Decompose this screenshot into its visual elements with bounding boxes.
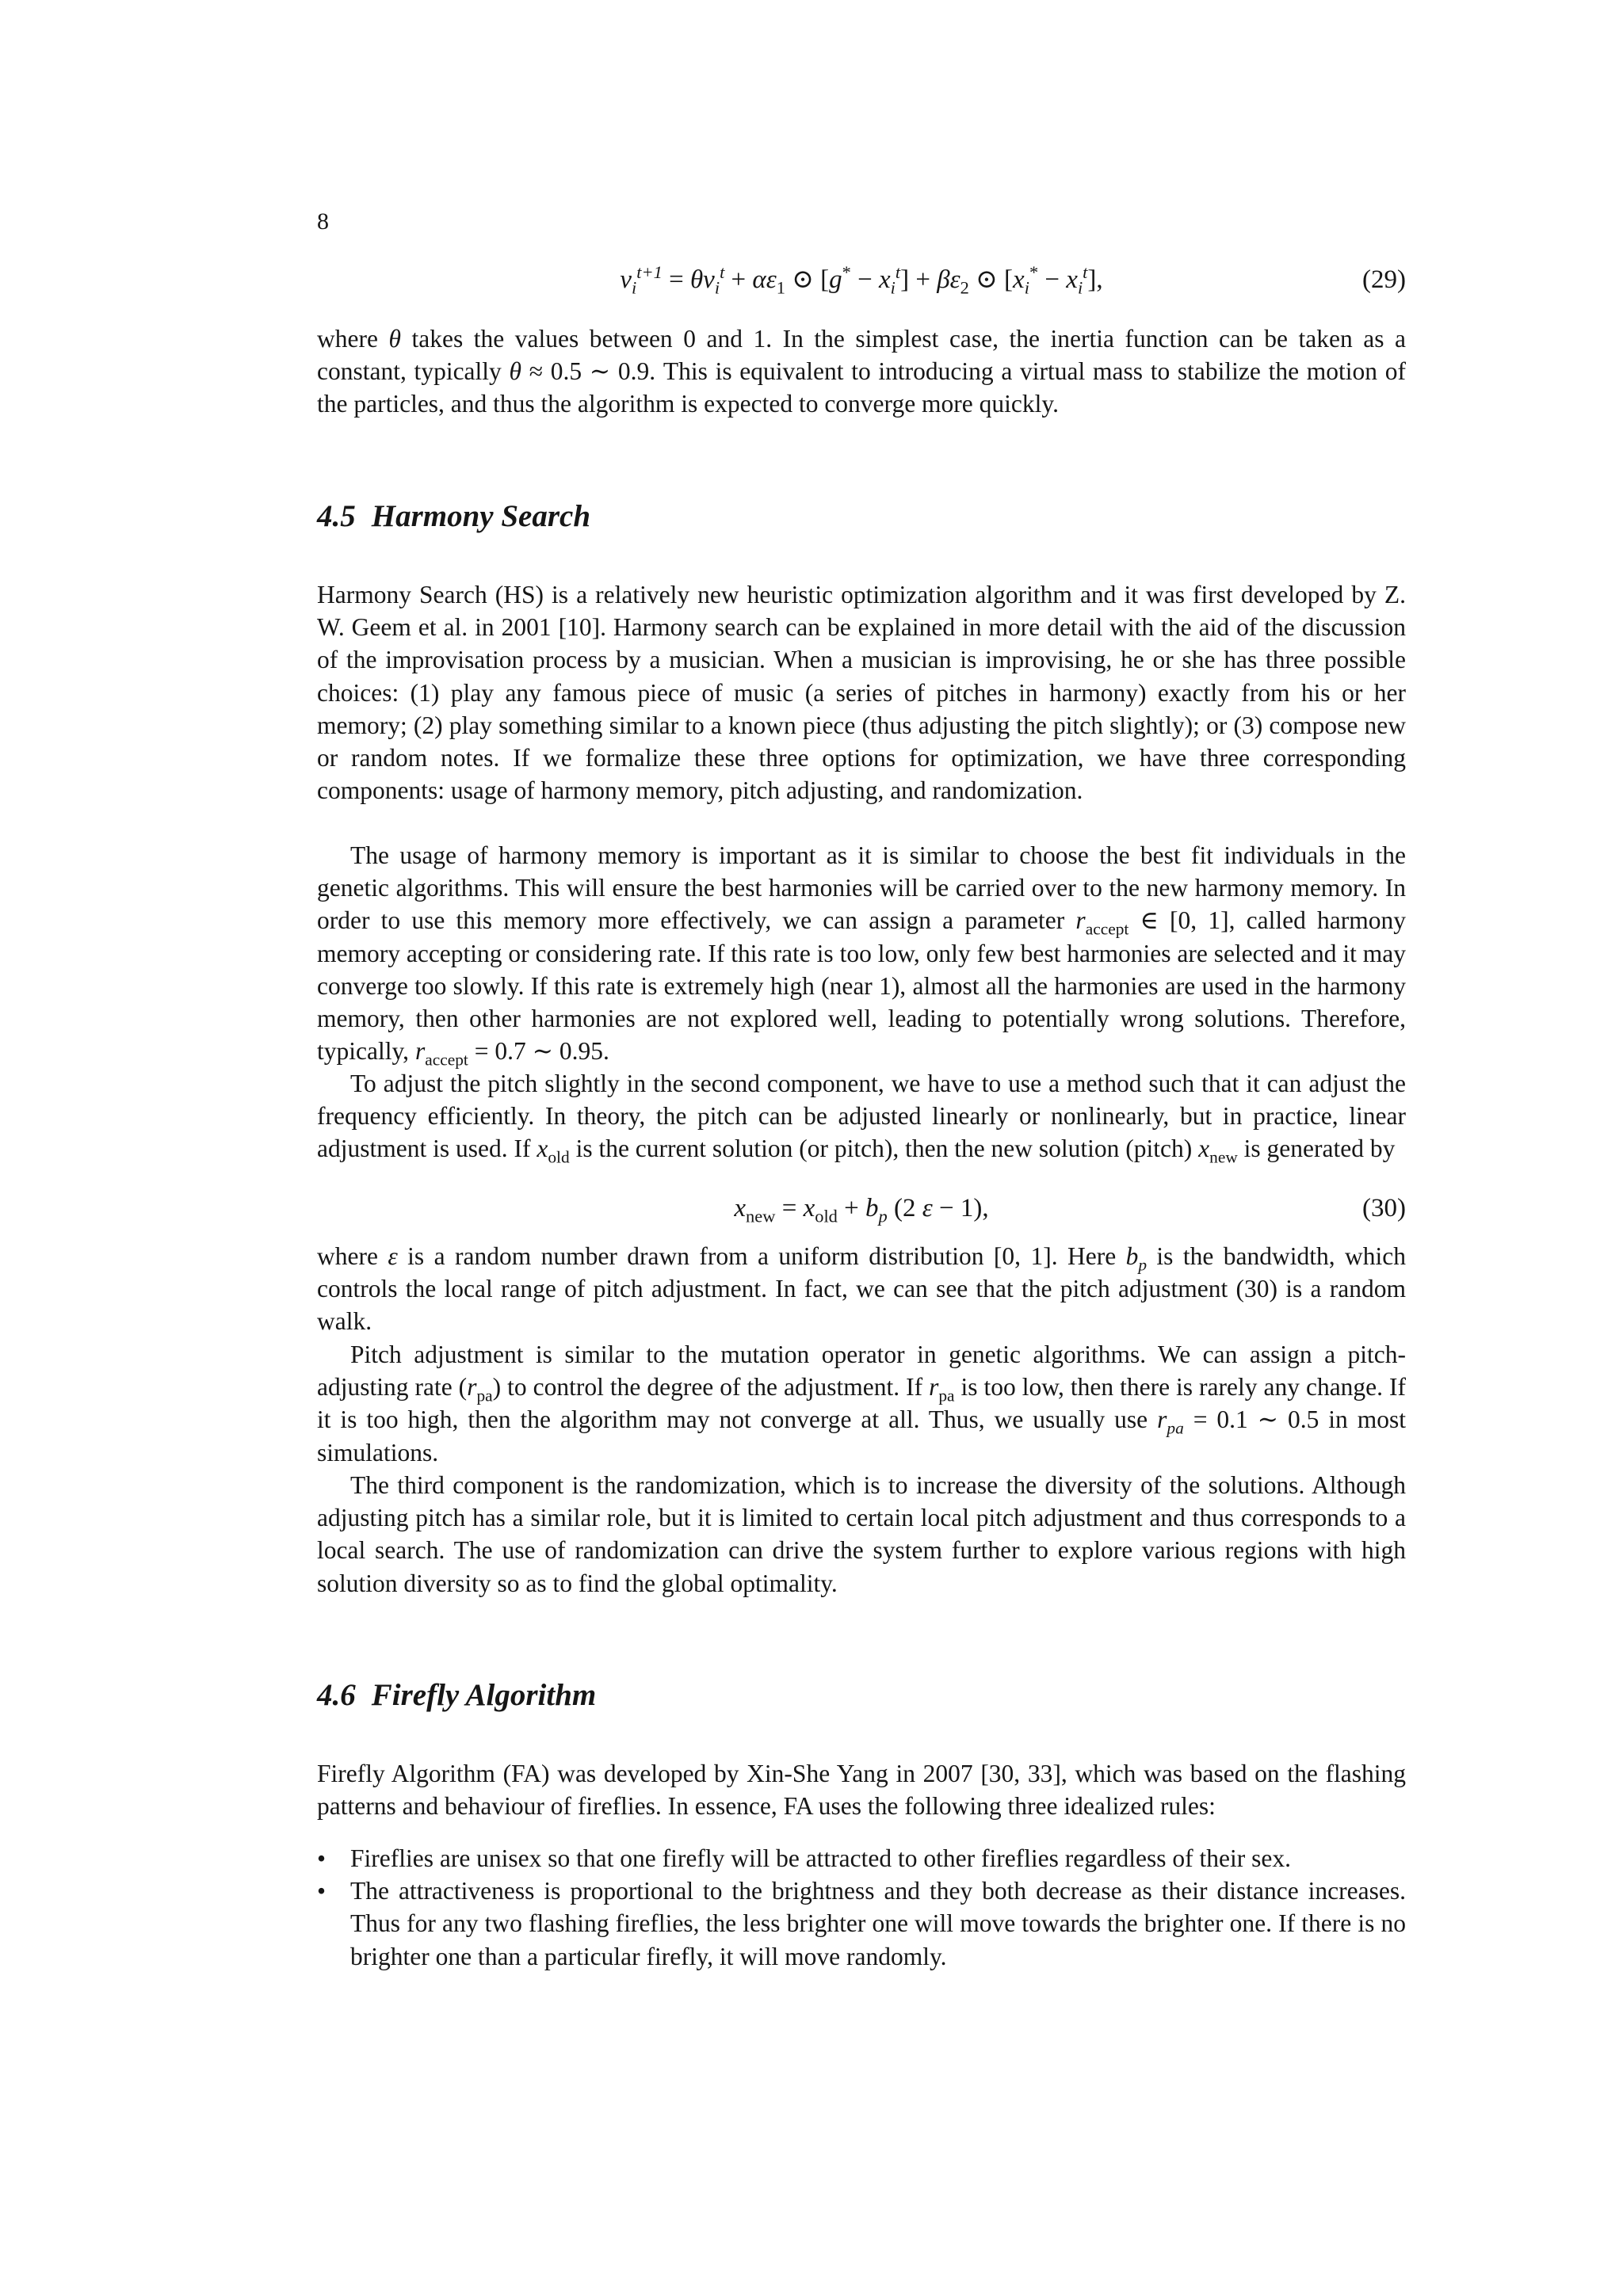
eq-var-v: v bbox=[620, 265, 632, 294]
math-sub: p bbox=[1138, 1255, 1148, 1275]
eq-var-b: b bbox=[865, 1194, 879, 1222]
eq-symbol: + bbox=[909, 265, 938, 294]
math-sub: new bbox=[1209, 1147, 1238, 1167]
text-run: is a random number drawn from a uniform distribution [0, 1]. Here bbox=[397, 1242, 1126, 1270]
math-x: x bbox=[1198, 1135, 1210, 1163]
eq-var-alpha-eps: αε bbox=[752, 265, 777, 294]
paragraph-fa-intro: Firefly Algorithm (FA) was developed by Xin-She Yang in 2007 [30, 33], which was based on the flashing patterns and behaviour of fireflies. In essence, FA uses the following three idealized rules: bbox=[317, 1760, 1406, 1821]
equation-29-body bbox=[317, 260, 1406, 299]
eq-symbol: ] bbox=[900, 265, 910, 294]
text-run: Pitch adjustment is similar to the mutation operator in genetic algorithms. We can assign a pitch-adjusting rate ( bbox=[317, 1341, 1406, 1402]
section-heading-4-5 bbox=[317, 498, 590, 536]
text-run: = 0.7 ∼ 0.95. bbox=[468, 1037, 609, 1066]
eq-sub: p bbox=[878, 1206, 888, 1226]
math-r: r bbox=[414, 1037, 426, 1066]
text-run: To adjust the pitch slightly in the second component, we have to use a method such that it can adjust the frequency efficiently. In theory, the pitch can be adjusted linearly or nonlinearly, but in practice, linear adjustment is used. If bbox=[317, 1070, 1406, 1163]
eq-sub: 1 bbox=[776, 277, 785, 298]
text-run: The usage of harmony memory is important as it is similar to choose the best fit individuals in the genetic algorithms. This will ensure the best harmonies will be carried over to the new harmony memory. In order to use this memory more effectively, we can assign a parameter bbox=[317, 841, 1406, 935]
equation-30-body bbox=[317, 1188, 1406, 1228]
eq-symbol: ⊙ bbox=[785, 265, 821, 294]
paragraph-hs-intro: Harmony Search (HS) is a relatively new heuristic optimization algorithm and it was first developed by Z. W. Geem et al. in 2001 [10]. Harmony search can be explained in more detail with the aid of the discussion of the improvisation process by a musician. When a musician is improvising, he or she has three possible choices: (1) play any famous piece of music (a series of pitches in harmony) exactly from his or her memory; (2) play something similar to a known piece (thus adjusting the pitch slightly); or (3) compose new or random notes. If we formalize these three options for optimization, we have three corresponding components: usage of harmony memory, pitch adjusting, and randomization. bbox=[317, 581, 1406, 805]
text-run: takes the values between 0 and 1. In the simplest case, the inertia function can be taken as a constant, typically bbox=[317, 325, 1407, 386]
eq-var-x: x bbox=[1066, 265, 1078, 294]
text-run: where bbox=[317, 1242, 388, 1270]
list-item-text: The attractiveness is proportional to the brightness and they both decrease as their distance increases. Thus for any two flashing fireflies, the less brighter one will move towards the brighter one. If there is no brighter one than a particular firefly, it will move randomly. bbox=[350, 1877, 1406, 1970]
eq-sup: t bbox=[1083, 262, 1088, 282]
eq-symbol: = bbox=[775, 1194, 804, 1222]
paragraph-randomization: The third component is the randomization, which is to increase the diversity of the solutions. Although adjusting pitch has a similar role, but it is limited to certain local pitch adjustment and thus corresponds to a local search. The use of randomization can drive the system further to explore various regions with high solution diversity so as to find the global optimality. bbox=[317, 1471, 1406, 1597]
eq-var-x: x bbox=[878, 265, 891, 294]
eq-sub: old bbox=[815, 1206, 838, 1226]
eq-symbol: [ bbox=[1004, 265, 1014, 294]
text-run: ∈ [0, 1], called harmony memory accepting or considering rate. If this rate is too low, only few best harmonies are selected and it may converge too slowly. If this rate is extremely high (near 1), almost all the harmonies are used in the harmony memory, then other harmonies are not explored well, leading to potentially wrong solutions. Therefore, typically, bbox=[317, 906, 1406, 1066]
text-run: is generated by bbox=[1237, 1135, 1396, 1163]
eq-var-v: v bbox=[703, 265, 715, 294]
math-sub: accept bbox=[425, 1050, 468, 1070]
eq-sup: * bbox=[842, 262, 851, 282]
eq-symbol: − bbox=[850, 265, 879, 294]
math-sub: pa bbox=[1167, 1418, 1184, 1438]
eq-symbol: ⊙ bbox=[968, 265, 1005, 294]
math-sub: old bbox=[548, 1147, 570, 1167]
eq-sub: i bbox=[890, 277, 896, 298]
math-r: r bbox=[929, 1373, 939, 1402]
bullet-icon: • bbox=[317, 1877, 327, 1905]
section-number: 4.5 bbox=[317, 499, 356, 533]
eq-var-x: x bbox=[803, 1194, 815, 1222]
eq-sub: 2 bbox=[960, 277, 969, 298]
eq-var-beta-eps: βε bbox=[937, 265, 960, 294]
eq-var-x: x bbox=[1013, 265, 1025, 294]
bullet-icon: • bbox=[317, 1844, 327, 1872]
eq-sub: i bbox=[714, 277, 720, 298]
math-sub: pa bbox=[938, 1386, 955, 1405]
text-run: ≈ 0.5 ∼ 0.9. This is equivalent to introducing a virtual mass to stabilize the motion of the particles, and thus the algorithm is expected to converge more quickly. bbox=[317, 357, 1406, 418]
math-r: r bbox=[1075, 906, 1086, 935]
math-sub: pa bbox=[476, 1386, 493, 1405]
equation-number: (29) bbox=[1362, 265, 1406, 294]
eq-var-theta: θ bbox=[689, 265, 704, 294]
eq-symbol: + bbox=[837, 1194, 866, 1222]
section-title: Harmony Search bbox=[371, 499, 591, 533]
eq-symbol: − 1), bbox=[932, 1194, 989, 1222]
paragraph-pitch-rate bbox=[317, 1338, 1406, 1469]
paragraph-pitch-adjust bbox=[317, 1067, 1406, 1165]
eq-sup: t+1 bbox=[636, 262, 663, 282]
eq-sup: t bbox=[895, 262, 901, 282]
page-number: 8 bbox=[317, 208, 329, 235]
math-r: r bbox=[467, 1373, 477, 1402]
eq-var-x: x bbox=[734, 1194, 747, 1222]
eq-sup: * bbox=[1029, 262, 1039, 282]
list-item-text: Fireflies are unisex so that one firefly will be attracted to other fireflies regardless of their sex. bbox=[350, 1844, 1291, 1872]
equation-29 bbox=[317, 260, 1406, 299]
text-run: is the bandwidth, which controls the local range of pitch adjustment. In fact, we can see that the pitch adjustment (30) is a random walk. bbox=[317, 1242, 1406, 1336]
text-run: = 0.1 ∼ 0.5 in most simulations. bbox=[317, 1405, 1406, 1466]
math-b: b bbox=[1125, 1242, 1139, 1270]
eq-sub: i bbox=[632, 277, 637, 298]
paragraph-epsilon bbox=[317, 1240, 1406, 1338]
math-sub: accept bbox=[1085, 919, 1129, 939]
equation-number: (30) bbox=[1362, 1194, 1406, 1222]
text-run: is too low, then there is rarely any change. If it is too high, then the algorithm may not converge at all. Thus, we usually use bbox=[317, 1373, 1406, 1434]
math-r: r bbox=[1157, 1405, 1167, 1434]
text-run: is the current solution (or pitch), then the new solution (pitch) bbox=[569, 1135, 1199, 1163]
eq-symbol: (2 bbox=[887, 1194, 922, 1222]
math-epsilon: ε bbox=[388, 1242, 398, 1270]
eq-var-g: g bbox=[829, 265, 842, 294]
eq-sub: i bbox=[1077, 277, 1083, 298]
eq-symbol: ], bbox=[1087, 265, 1103, 294]
eq-sub: i bbox=[1024, 277, 1029, 298]
eq-var-epsilon: ε bbox=[922, 1194, 933, 1222]
math-theta: θ bbox=[509, 357, 521, 386]
list-item bbox=[317, 1875, 1406, 1973]
eq-symbol: − bbox=[1038, 265, 1067, 294]
section-number: 4.6 bbox=[317, 1678, 356, 1712]
section-heading-4-6 bbox=[317, 1676, 596, 1714]
eq-sup: t bbox=[720, 262, 725, 282]
equation-30 bbox=[317, 1188, 1406, 1228]
text-run: where bbox=[317, 325, 389, 353]
eq-symbol: = bbox=[662, 265, 690, 294]
eq-symbol: + bbox=[724, 265, 753, 294]
math-theta: θ bbox=[388, 325, 401, 353]
bullet-list bbox=[317, 1842, 1406, 1973]
paragraph-inertia bbox=[317, 322, 1406, 421]
list-item bbox=[317, 1842, 1406, 1875]
text-run: ) to control the degree of the adjustment. If bbox=[492, 1373, 930, 1402]
eq-sub: new bbox=[746, 1206, 776, 1226]
paragraph-harmony-memory bbox=[317, 839, 1406, 1070]
eq-symbol: [ bbox=[820, 265, 830, 294]
section-title: Firefly Algorithm bbox=[371, 1678, 597, 1712]
math-x: x bbox=[537, 1135, 548, 1163]
